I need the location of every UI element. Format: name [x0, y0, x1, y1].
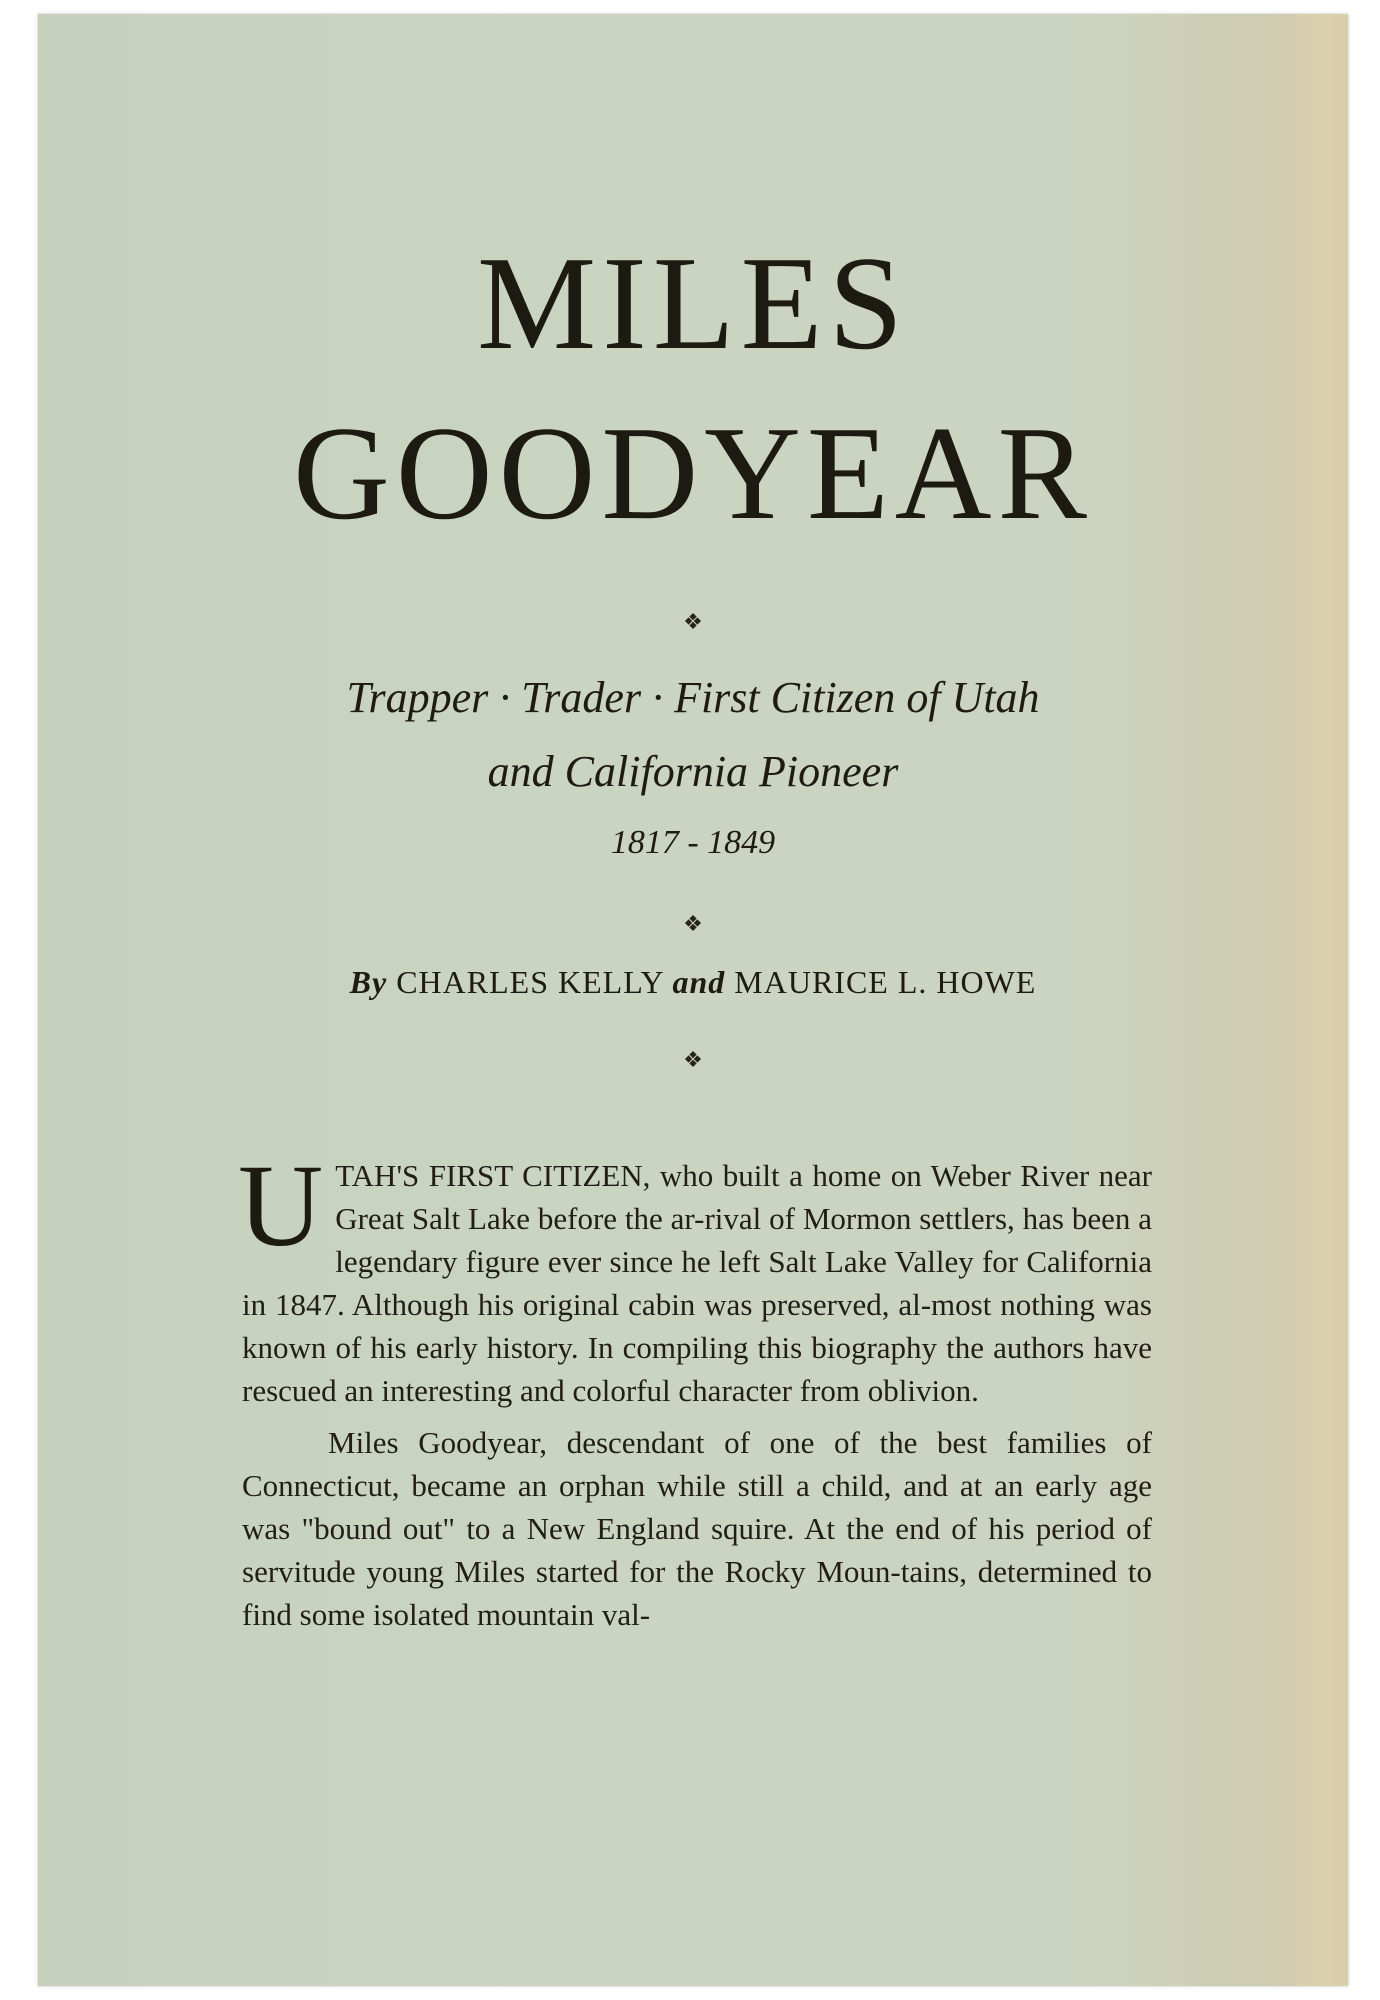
- blurb-paragraph-2-text: Miles Goodyear, descendant of one of the best families of Connecticut, became an orphan while still a child, and at an early age was "bound out" to a New England squire. At the end of his period of servitude young Miles started for the Rocky Moun-tains, determined to find some isolated mountain val-: [242, 1425, 1152, 1632]
- book-jacket: [38, 14, 1348, 1986]
- ornament-icon: ❖: [683, 610, 703, 635]
- ornament-icon: ❖: [683, 912, 703, 937]
- ornament-icon: ❖: [683, 1048, 703, 1073]
- title-line-1: MILES: [477, 229, 909, 377]
- byline: [38, 964, 1348, 1001]
- subtitle-line-2: and California Pioneer: [487, 747, 899, 796]
- blurb-paragraph-1: [238, 1140, 1152, 1412]
- drop-cap: U: [238, 1140, 324, 1271]
- blurb-paragraph-2: [242, 1421, 1152, 1636]
- author-2: MAURICE L. HOWE: [734, 964, 1037, 1000]
- byline-and: and: [672, 964, 726, 1000]
- blurb: [238, 1140, 1152, 1636]
- byline-by: By: [349, 964, 388, 1000]
- author-1: CHARLES KELLY: [396, 964, 664, 1000]
- subtitle-line-1: Trapper · Trader · First Citizen of Utah: [346, 673, 1040, 722]
- dates: 1817 - 1849: [610, 824, 776, 861]
- blurb-paragraph-1-text: TAH'S FIRST CITIZEN, who built a home on Weber River near Great Salt Lake before the ar-rival of Mormon settlers, has been a legendary figure ever since he left Salt Lake Valley for California in 1847. Although his original cabin was preserved, al-most nothing was known of his early history. In compiling this biography the authors have rescued an interesting and colorful character from oblivion.: [242, 1158, 1152, 1408]
- title-line-2: GOODYEAR: [293, 399, 1093, 547]
